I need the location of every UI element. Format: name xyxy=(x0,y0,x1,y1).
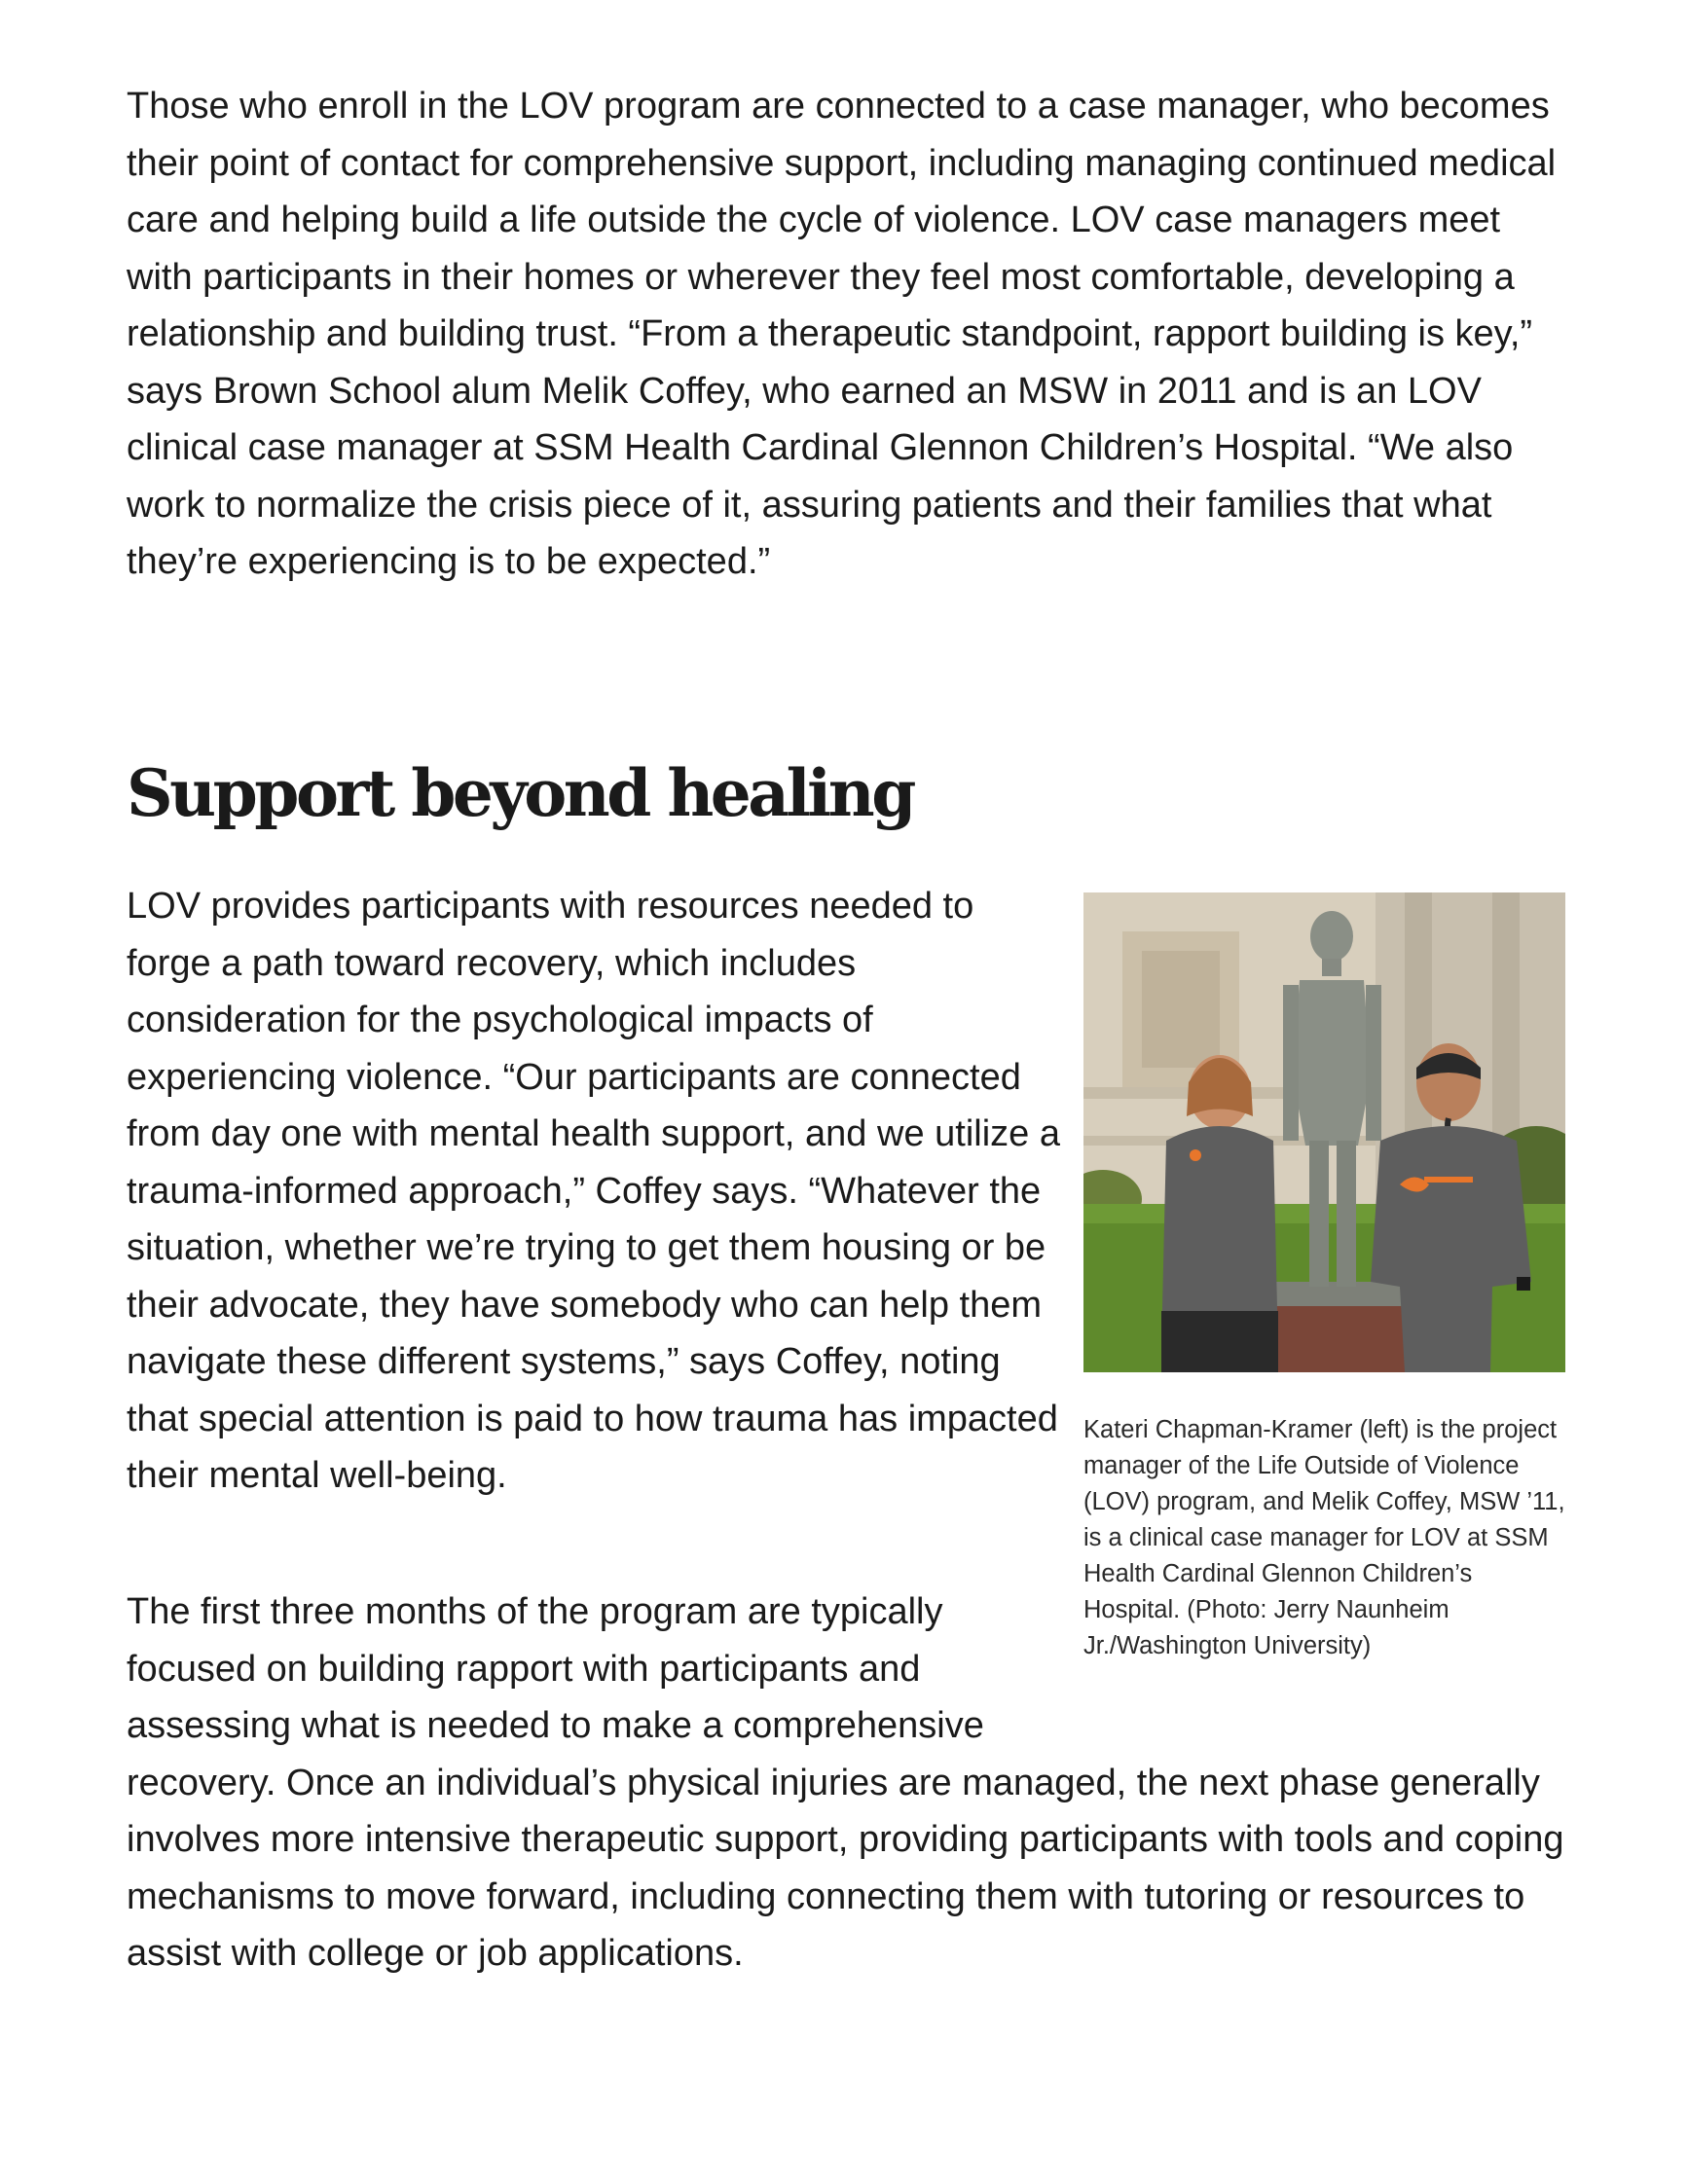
article-paragraph-phases-rest: recovery. Once an individual’s physical injuries are managed, the next phase generally involves more intensive therapeutic support, providing participants with tools and coping mechanisms to move forward, including connecting them with tutoring or resources to assist with college or job applications. xyxy=(127,1762,1564,1974)
staff-photo xyxy=(1083,892,1565,1372)
section-heading: Support beyond healing xyxy=(127,755,913,831)
article-paragraph-support: LOV provides participants with resources needed to forge a path toward recovery, which includes consideration for the psychological impacts of experiencing violence. “Our participants are connected from day one with mental health support, and we utilize a trauma-informed approach,” Coffey says. “Whatever the situation, whether we’re trying to get them housing or be their advocate, they have somebody who can help them navigate these different systems,” says Coffey, noting that special attention is paid to how trauma has impacted their mental well-being. xyxy=(127,886,1060,1496)
article-paragraph-phases-start: The first three months of the program are typically focused on building rapport with participants and assessing what is needed to make a comprehensive xyxy=(127,1591,984,1746)
article-paragraph-intro: Those who enroll in the LOV program are connected to a case manager, who becomes their point of contact for comprehensive support, including managing continued medical care and helping build a life outside the cycle of violence. LOV case managers meet with participants in their homes or wherever they feel most comfortable, developing a relationship and building trust. “From a therapeutic standpoint, rapport building is key,” says Brown School alum Melik Coffey, who earned an MSW in 2011 and is an LOV clinical case manager at SSM Health Cardinal Glennon Children’s Hospital. “We also work to normalize the crisis piece of it, assuring patients and their families that what they’re experiencing is to be expected.” xyxy=(127,86,1557,582)
article-page xyxy=(127,78,1567,1974)
photo-caption: Kateri Chapman-Kramer (left) is the project manager of the Life Outside of Violence (LOV) program, and Melik Coffey, MSW ’11, is a clinical case manager for LOV at SSM Health Cardinal Glennon Children’s Hospital. (Photo: Jerry Naunheim Jr./Washington University) xyxy=(1083,1416,1565,1659)
photo-figure xyxy=(1083,892,1565,1664)
